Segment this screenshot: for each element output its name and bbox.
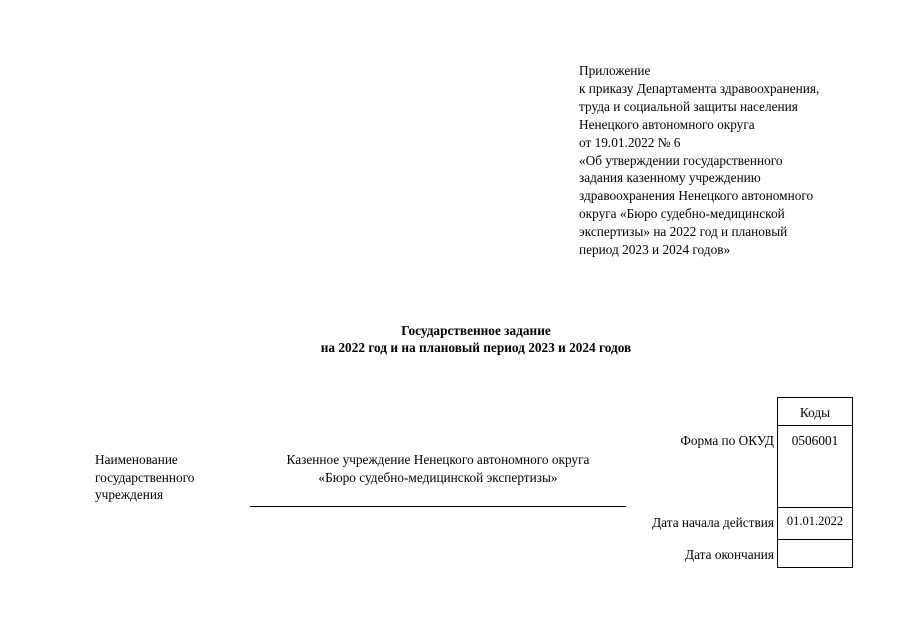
codes-header: Коды (799, 405, 831, 420)
okud-code-value: 0506001 (791, 433, 839, 448)
institution-label-line: государственного (95, 469, 195, 485)
appendix-line: период 2023 и 2024 годов» (579, 242, 731, 258)
title-line-2: на 2022 год и на плановый период 2023 и 2024 годов (320, 340, 632, 355)
institution-name (250, 451, 626, 486)
document-title (0, 322, 905, 356)
start-date-label: Дата начала действия (652, 515, 774, 530)
appendix-block (579, 62, 879, 259)
appendix-line: экспертизы» на 2022 год и плановый (579, 224, 788, 240)
appendix-line: труда и социальной защиты населения (579, 98, 798, 114)
okud-label: Форма по ОКУД (680, 433, 774, 448)
appendix-line: к приказу Департамента здравоохранения, (579, 80, 820, 96)
end-date-label: Дата окончания (685, 547, 774, 562)
appendix-line: Приложение (579, 63, 651, 78)
appendix-line: «Об утверждении государственного (579, 152, 783, 168)
institution-label-line: Наименование (95, 452, 178, 467)
institution-name-line: «Бюро судебно-медицинской экспертизы» (318, 469, 558, 485)
appendix-line: от 19.01.2022 № 6 (579, 134, 681, 150)
institution-label-line: учреждения (95, 487, 164, 502)
appendix-line: здравоохранения Ненецкого автономного (579, 188, 814, 204)
title-line-1: Государственное задание (401, 323, 551, 338)
institution-name-underline (250, 506, 626, 507)
start-date-value: 01.01.2022 (786, 514, 844, 528)
institution-label (95, 451, 194, 504)
institution-name-line: Казенное учреждение Ненецкого автономного округа (286, 452, 590, 467)
codes-divider (778, 539, 852, 540)
appendix-line: задания казенному учреждению (579, 170, 761, 186)
appendix-line: округа «Бюро судебно-медицинской (579, 206, 785, 222)
codes-divider (778, 425, 852, 426)
codes-divider (778, 507, 852, 508)
codes-table (777, 397, 853, 568)
appendix-line: Ненецкого автономного округа (579, 116, 755, 132)
